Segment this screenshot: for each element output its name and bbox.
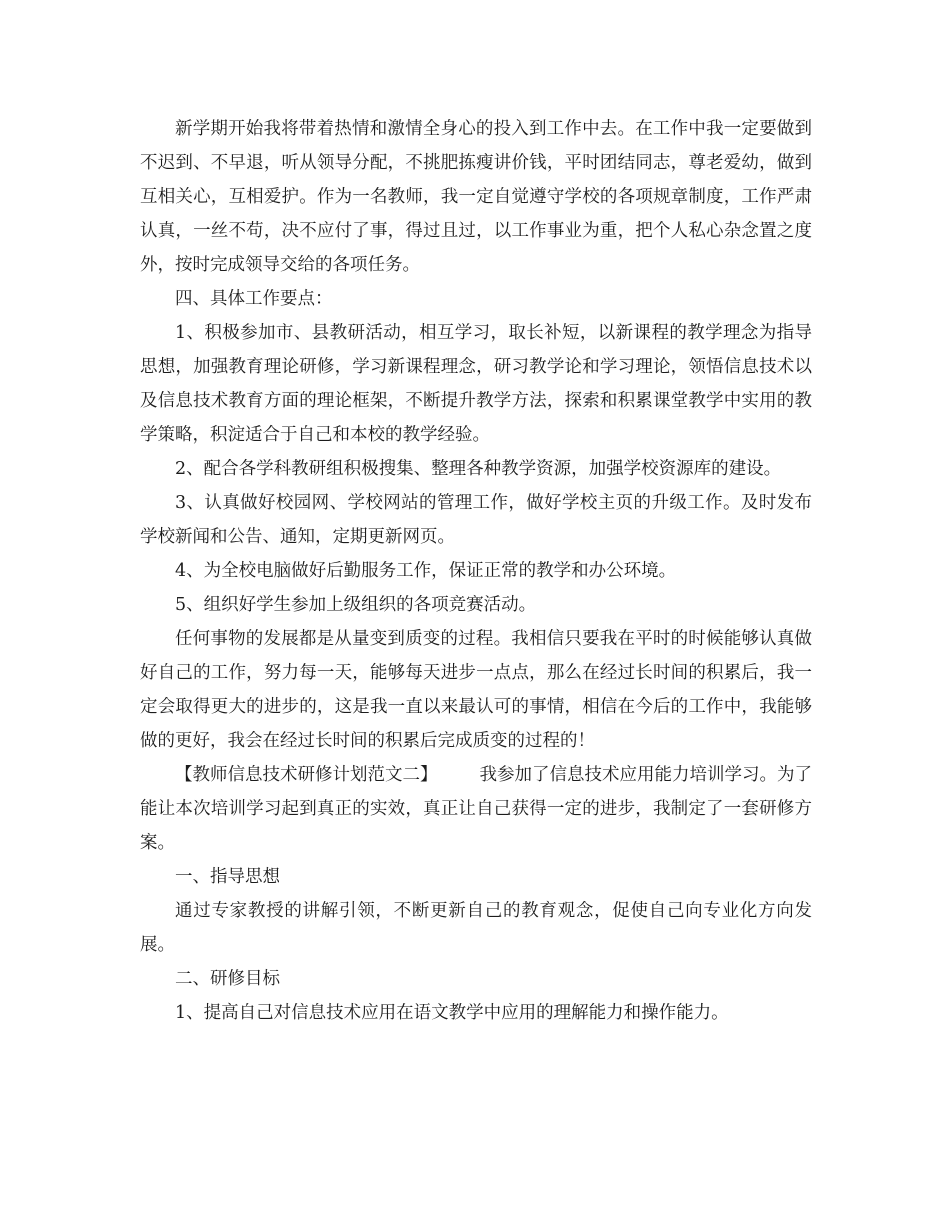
list-item-3: 3、认真做好校园网、学校网站的管理工作，做好学校主页的升级工作。及时发布学校新闻和公告、通知，定期更新网页。 bbox=[140, 493, 812, 547]
heading-work-points: 四、具体工作要点： bbox=[175, 289, 333, 309]
heading-study-goals: 二、研修目标 bbox=[175, 969, 280, 989]
document-body bbox=[140, 112, 812, 1030]
goal-item-1: 1、提高自己对信息技术应用在语文教学中应用的理解能力和操作能力。 bbox=[175, 1003, 729, 1023]
heading-guiding-thought: 一、指导思想 bbox=[175, 867, 280, 887]
section-intro: 我参加了信息技术应用能力培训学习。为了能让本次培训学习起到真正的实效，真正让自己获得一定的进步，我制定了一套研修方案。 bbox=[140, 765, 812, 853]
paragraph-guiding-thought: 通过专家教授的讲解引领，不断更新自己的教育观念，促使自己向专业化方向发展。 bbox=[140, 901, 812, 955]
list-item-5: 5、组织好学生参加上级组织的各项竞赛活动。 bbox=[175, 595, 537, 615]
paragraph-work-attitude: 新学期开始我将带着热情和激情全身心的投入到工作中去。在工作中我一定要做到不迟到、不早退，听从领导分配，不挑肥拣瘦讲价钱，平时团结同志，尊老爱幼，做到互相关心，互相爱护。作为一名教师，我一定自觉遵守学校的各项规章制度，工作严肃认真，一丝不苟，决不应付了事，得过且过，以工作事业为重，把个人私心杂念置之度外，按时完成领导交给的各项任务。 bbox=[140, 119, 812, 275]
list-item-4: 4、为全校电脑做好后勤服务工作，保证正常的教学和办公环境。 bbox=[175, 561, 677, 581]
paragraph-conclusion: 任何事物的发展都是从量变到质变的过程。我相信只要我在平时的时候能够认真做好自己的工作，努力每一天，能够每天进步一点点，那么在经过长时间的积累后，我一定会取得更大的进步的，这是我一直以来最认可的事情，相信在今后的工作中，我能够做的更好，我会在经过长时间的积累后完成质变的过程的！ bbox=[140, 629, 812, 751]
list-item-1: 1、积极参加市、县教研活动，相互学习，取长补短，以新课程的教学理念为指导思想，加强教育理论研修，学习新课程理念，研习教学论和学习理论，领悟信息技术以及信息技术教育方面的理论框架，不断提升教学方法，探索和积累课堂教学中实用的教学策略，积淀适合于自己和本校的教学经验。 bbox=[140, 323, 812, 445]
list-item-2: 2、配合各学科教研组积极搜集、整理各种教学资源，加强学校资源库的建设。 bbox=[175, 459, 782, 479]
paragraph-section-two bbox=[140, 758, 812, 860]
section-heading: 【教师信息技术研修计划范文二】 bbox=[175, 765, 438, 785]
